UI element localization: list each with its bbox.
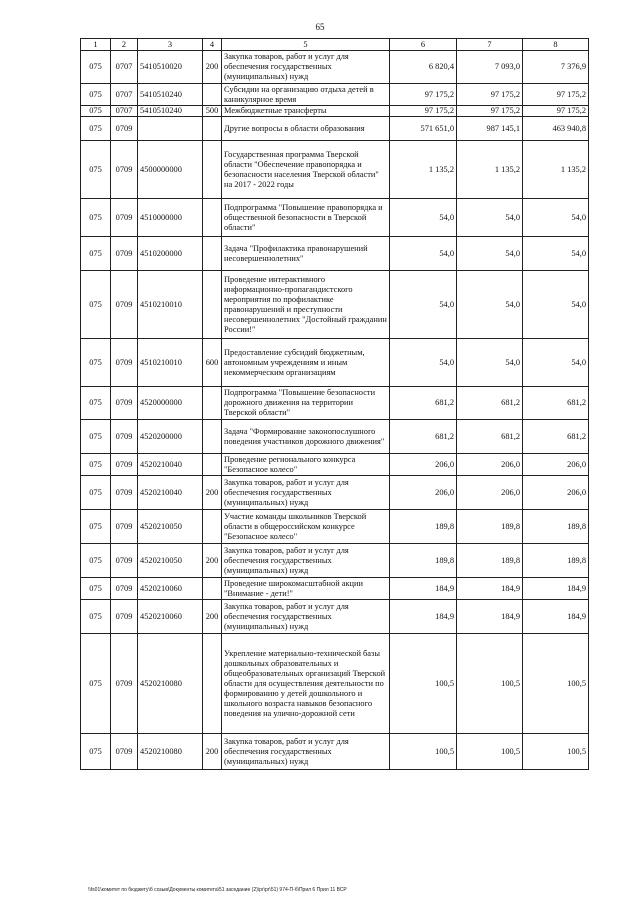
- item-name-cell: Закупка товаров, работ и услуг для обеспечения государственных (муниципальных) нужд: [222, 544, 390, 578]
- table-row: [81, 387, 589, 420]
- section-code-cell: 0709: [111, 578, 138, 600]
- section-code-cell: 0709: [111, 634, 138, 734]
- item-name-cell: Субсидии на организацию отдыха детей в каникулярное время: [222, 84, 390, 106]
- section-code-cell: 0709: [111, 271, 138, 339]
- table-row: [81, 510, 589, 544]
- table-row: [81, 51, 589, 84]
- section-code-cell: 0709: [111, 199, 138, 237]
- amount-year1-cell: 206,0: [390, 476, 457, 510]
- amount-year3-cell: 7 376,9: [523, 51, 589, 84]
- amount-year1-cell: 6 820,4: [390, 51, 457, 84]
- amount-year1-cell: 54,0: [390, 271, 457, 339]
- item-name-cell: Подпрограмма "Повышение правопорядка и общественной безопасности в Тверской области": [222, 199, 390, 237]
- expense-type-cell: 500: [203, 106, 222, 117]
- admin-code-cell: 075: [81, 578, 111, 600]
- amount-year1-cell: 571 651,0: [390, 117, 457, 141]
- admin-code-cell: 075: [81, 476, 111, 510]
- admin-code-cell: 075: [81, 271, 111, 339]
- amount-year3-cell: 54,0: [523, 199, 589, 237]
- amount-year3-cell: 681,2: [523, 420, 589, 454]
- file-path-footer: \\fs01\комитет по бюджету\б созыв\Документы комитета\51 заседание (2)\pr\pr\51) 974-П-б\Прил 6 Прил 11 ВСР: [88, 887, 347, 893]
- item-name-cell: Предоставление субсидий бюджетным, автономным учреждениям и иным некоммерческим организациям: [222, 339, 390, 387]
- amount-year3-cell: 1 135,2: [523, 141, 589, 199]
- amount-year2-cell: 97 175,2: [457, 84, 523, 106]
- amount-year1-cell: 54,0: [390, 237, 457, 271]
- amount-year1-cell: 681,2: [390, 387, 457, 420]
- amount-year3-cell: 54,0: [523, 237, 589, 271]
- admin-code-cell: 075: [81, 600, 111, 634]
- amount-year1-cell: 54,0: [390, 339, 457, 387]
- amount-year1-cell: 1 135,2: [390, 141, 457, 199]
- target-code-cell: 4520210060: [138, 578, 203, 600]
- target-code-cell: 4520210060: [138, 600, 203, 634]
- item-name-cell: Закупка товаров, работ и услуг для обеспечения государственных (муниципальных) нужд: [222, 476, 390, 510]
- amount-year2-cell: 97 175,2: [457, 106, 523, 117]
- item-name-cell: Закупка товаров, работ и услуг для обеспечения государственных (муниципальных) нужд: [222, 51, 390, 84]
- amount-year1-cell: 97 175,2: [390, 106, 457, 117]
- expense-type-cell: [203, 454, 222, 476]
- amount-year1-cell: 54,0: [390, 199, 457, 237]
- admin-code-cell: 075: [81, 420, 111, 454]
- expense-type-cell: [203, 271, 222, 339]
- table-row: [81, 600, 589, 634]
- amount-year2-cell: 54,0: [457, 271, 523, 339]
- item-name-cell: Межбюджетные трансферты: [222, 106, 390, 117]
- amount-year2-cell: 189,8: [457, 544, 523, 578]
- expense-type-cell: [203, 578, 222, 600]
- expense-type-cell: [203, 117, 222, 141]
- amount-year2-cell: 184,9: [457, 578, 523, 600]
- target-code-cell: 4500000000: [138, 141, 203, 199]
- table-row: [81, 420, 589, 454]
- admin-code-cell: 075: [81, 117, 111, 141]
- table-row: [81, 271, 589, 339]
- target-code-cell: 4510210010: [138, 271, 203, 339]
- item-name-cell: Укрепление материально-технической базы дошкольных образовательных и общеобразовательных организаций Тверской области для осуществления деятельности по формированию у детей дошкольного и школьного возраста навыков безопасного поведения на улично-дорожной сети: [222, 634, 390, 734]
- section-code-cell: 0709: [111, 117, 138, 141]
- table-row: [81, 476, 589, 510]
- amount-year1-cell: 184,9: [390, 600, 457, 634]
- admin-code-cell: 075: [81, 634, 111, 734]
- section-code-cell: 0709: [111, 339, 138, 387]
- admin-code-cell: 075: [81, 106, 111, 117]
- admin-code-cell: 075: [81, 544, 111, 578]
- amount-year1-cell: 189,8: [390, 510, 457, 544]
- item-name-cell: Проведение регионального конкурса "Безопасное колесо": [222, 454, 390, 476]
- section-code-cell: 0709: [111, 237, 138, 271]
- column-header: 4: [203, 39, 222, 51]
- amount-year3-cell: 681,2: [523, 387, 589, 420]
- amount-year3-cell: 206,0: [523, 454, 589, 476]
- amount-year3-cell: 463 940,8: [523, 117, 589, 141]
- item-name-cell: Проведение широкомасштабной акции "Внимание - дети!": [222, 578, 390, 600]
- section-code-cell: 0709: [111, 600, 138, 634]
- section-code-cell: 0709: [111, 510, 138, 544]
- amount-year1-cell: 206,0: [390, 454, 457, 476]
- item-name-cell: Проведение интерактивного информационно-пропагандистского мероприятия по профилактике правонарушений и преступности несовершеннолетних "Достойный гражданин России!": [222, 271, 390, 339]
- table-row: [81, 734, 589, 770]
- amount-year2-cell: 54,0: [457, 339, 523, 387]
- amount-year3-cell: 97 175,2: [523, 106, 589, 117]
- item-name-cell: Задача "Профилактика правонарушений несовершеннолетних": [222, 237, 390, 271]
- target-code-cell: 4520210080: [138, 634, 203, 734]
- target-code-cell: 5410510240: [138, 106, 203, 117]
- target-code-cell: 4510000000: [138, 199, 203, 237]
- target-code-cell: [138, 117, 203, 141]
- amount-year2-cell: 206,0: [457, 476, 523, 510]
- table-row: [81, 106, 589, 117]
- expense-type-cell: [203, 199, 222, 237]
- admin-code-cell: 075: [81, 51, 111, 84]
- column-header: 3: [138, 39, 203, 51]
- item-name-cell: Другие вопросы в области образования: [222, 117, 390, 141]
- item-name-cell: Закупка товаров, работ и услуг для обеспечения государственных (муниципальных) нужд: [222, 600, 390, 634]
- table-row: [81, 339, 589, 387]
- item-name-cell: Участие команды школьников Тверской области в общероссийском конкурсе "Безопасное колесо": [222, 510, 390, 544]
- target-code-cell: 4520200000: [138, 420, 203, 454]
- expense-type-cell: [203, 510, 222, 544]
- admin-code-cell: 075: [81, 454, 111, 476]
- section-code-cell: 0707: [111, 84, 138, 106]
- target-code-cell: 4520210040: [138, 454, 203, 476]
- page-number: 65: [315, 22, 325, 32]
- target-code-cell: 4510210010: [138, 339, 203, 387]
- amount-year2-cell: 100,5: [457, 634, 523, 734]
- expense-type-cell: 200: [203, 600, 222, 634]
- amount-year2-cell: 681,2: [457, 387, 523, 420]
- expense-type-cell: [203, 237, 222, 271]
- table-row: [81, 117, 589, 141]
- section-code-cell: 0709: [111, 141, 138, 199]
- admin-code-cell: 075: [81, 510, 111, 544]
- table-row: [81, 84, 589, 106]
- target-code-cell: 4520000000: [138, 387, 203, 420]
- column-header: 2: [111, 39, 138, 51]
- column-header: 7: [457, 39, 523, 51]
- section-code-cell: 0707: [111, 51, 138, 84]
- admin-code-cell: 075: [81, 141, 111, 199]
- expense-type-cell: [203, 141, 222, 199]
- target-code-cell: 4520210050: [138, 544, 203, 578]
- amount-year2-cell: 681,2: [457, 420, 523, 454]
- amount-year2-cell: 54,0: [457, 237, 523, 271]
- table-row: [81, 141, 589, 199]
- expense-type-cell: [203, 84, 222, 106]
- target-code-cell: 4520210080: [138, 734, 203, 770]
- amount-year3-cell: 184,9: [523, 578, 589, 600]
- target-code-cell: 5410510240: [138, 84, 203, 106]
- amount-year1-cell: 100,5: [390, 634, 457, 734]
- expense-type-cell: [203, 634, 222, 734]
- target-code-cell: 4520210040: [138, 476, 203, 510]
- expense-type-cell: 200: [203, 476, 222, 510]
- amount-year1-cell: 189,8: [390, 544, 457, 578]
- amount-year1-cell: 97 175,2: [390, 84, 457, 106]
- column-header: 1: [81, 39, 111, 51]
- expense-type-cell: [203, 420, 222, 454]
- amount-year3-cell: 97 175,2: [523, 84, 589, 106]
- target-code-cell: 4510200000: [138, 237, 203, 271]
- amount-year3-cell: 189,8: [523, 544, 589, 578]
- amount-year1-cell: 100,5: [390, 734, 457, 770]
- item-name-cell: Подпрограмма "Повышение безопасности дорожного движения на территории Тверской области": [222, 387, 390, 420]
- item-name-cell: Государственная программа Тверской области "Обеспечение правопорядка и безопасности населения Тверской области" на 2017 - 2022 годы: [222, 141, 390, 199]
- section-code-cell: 0709: [111, 387, 138, 420]
- section-code-cell: 0709: [111, 420, 138, 454]
- table-row: [81, 199, 589, 237]
- amount-year2-cell: 54,0: [457, 199, 523, 237]
- amount-year2-cell: 184,9: [457, 600, 523, 634]
- admin-code-cell: 075: [81, 237, 111, 271]
- amount-year3-cell: 100,5: [523, 734, 589, 770]
- admin-code-cell: 075: [81, 199, 111, 237]
- expense-type-cell: 200: [203, 51, 222, 84]
- amount-year2-cell: 1 135,2: [457, 141, 523, 199]
- expense-type-cell: [203, 387, 222, 420]
- amount-year2-cell: 987 145,1: [457, 117, 523, 141]
- amount-year2-cell: 189,8: [457, 510, 523, 544]
- admin-code-cell: 075: [81, 339, 111, 387]
- item-name-cell: Задача "Формирование законопослушного поведения участников дорожного движения": [222, 420, 390, 454]
- section-code-cell: 0709: [111, 734, 138, 770]
- table-row: [81, 454, 589, 476]
- table-body: [81, 51, 589, 770]
- amount-year1-cell: 184,9: [390, 578, 457, 600]
- budget-table: [80, 38, 589, 770]
- section-code-cell: 0709: [111, 476, 138, 510]
- amount-year3-cell: 206,0: [523, 476, 589, 510]
- section-code-cell: 0709: [111, 544, 138, 578]
- column-header: 5: [222, 39, 390, 51]
- column-header: 6: [390, 39, 457, 51]
- table-row: [81, 544, 589, 578]
- admin-code-cell: 075: [81, 84, 111, 106]
- item-name-cell: Закупка товаров, работ и услуг для обеспечения государственных (муниципальных) нужд: [222, 734, 390, 770]
- amount-year3-cell: 100,5: [523, 634, 589, 734]
- table-row: [81, 237, 589, 271]
- amount-year1-cell: 681,2: [390, 420, 457, 454]
- expense-type-cell: 200: [203, 544, 222, 578]
- section-code-cell: 0709: [111, 454, 138, 476]
- amount-year3-cell: 54,0: [523, 339, 589, 387]
- expense-type-cell: 200: [203, 734, 222, 770]
- target-code-cell: 5410510020: [138, 51, 203, 84]
- admin-code-cell: 075: [81, 387, 111, 420]
- amount-year3-cell: 54,0: [523, 271, 589, 339]
- column-header: 8: [523, 39, 589, 51]
- table-row: [81, 634, 589, 734]
- target-code-cell: 4520210050: [138, 510, 203, 544]
- amount-year2-cell: 100,5: [457, 734, 523, 770]
- amount-year2-cell: 206,0: [457, 454, 523, 476]
- amount-year2-cell: 7 093,0: [457, 51, 523, 84]
- section-code-cell: 0707: [111, 106, 138, 117]
- table-row: [81, 578, 589, 600]
- admin-code-cell: 075: [81, 734, 111, 770]
- amount-year3-cell: 184,9: [523, 600, 589, 634]
- expense-type-cell: 600: [203, 339, 222, 387]
- amount-year3-cell: 189,8: [523, 510, 589, 544]
- table-header-row: [81, 39, 589, 51]
